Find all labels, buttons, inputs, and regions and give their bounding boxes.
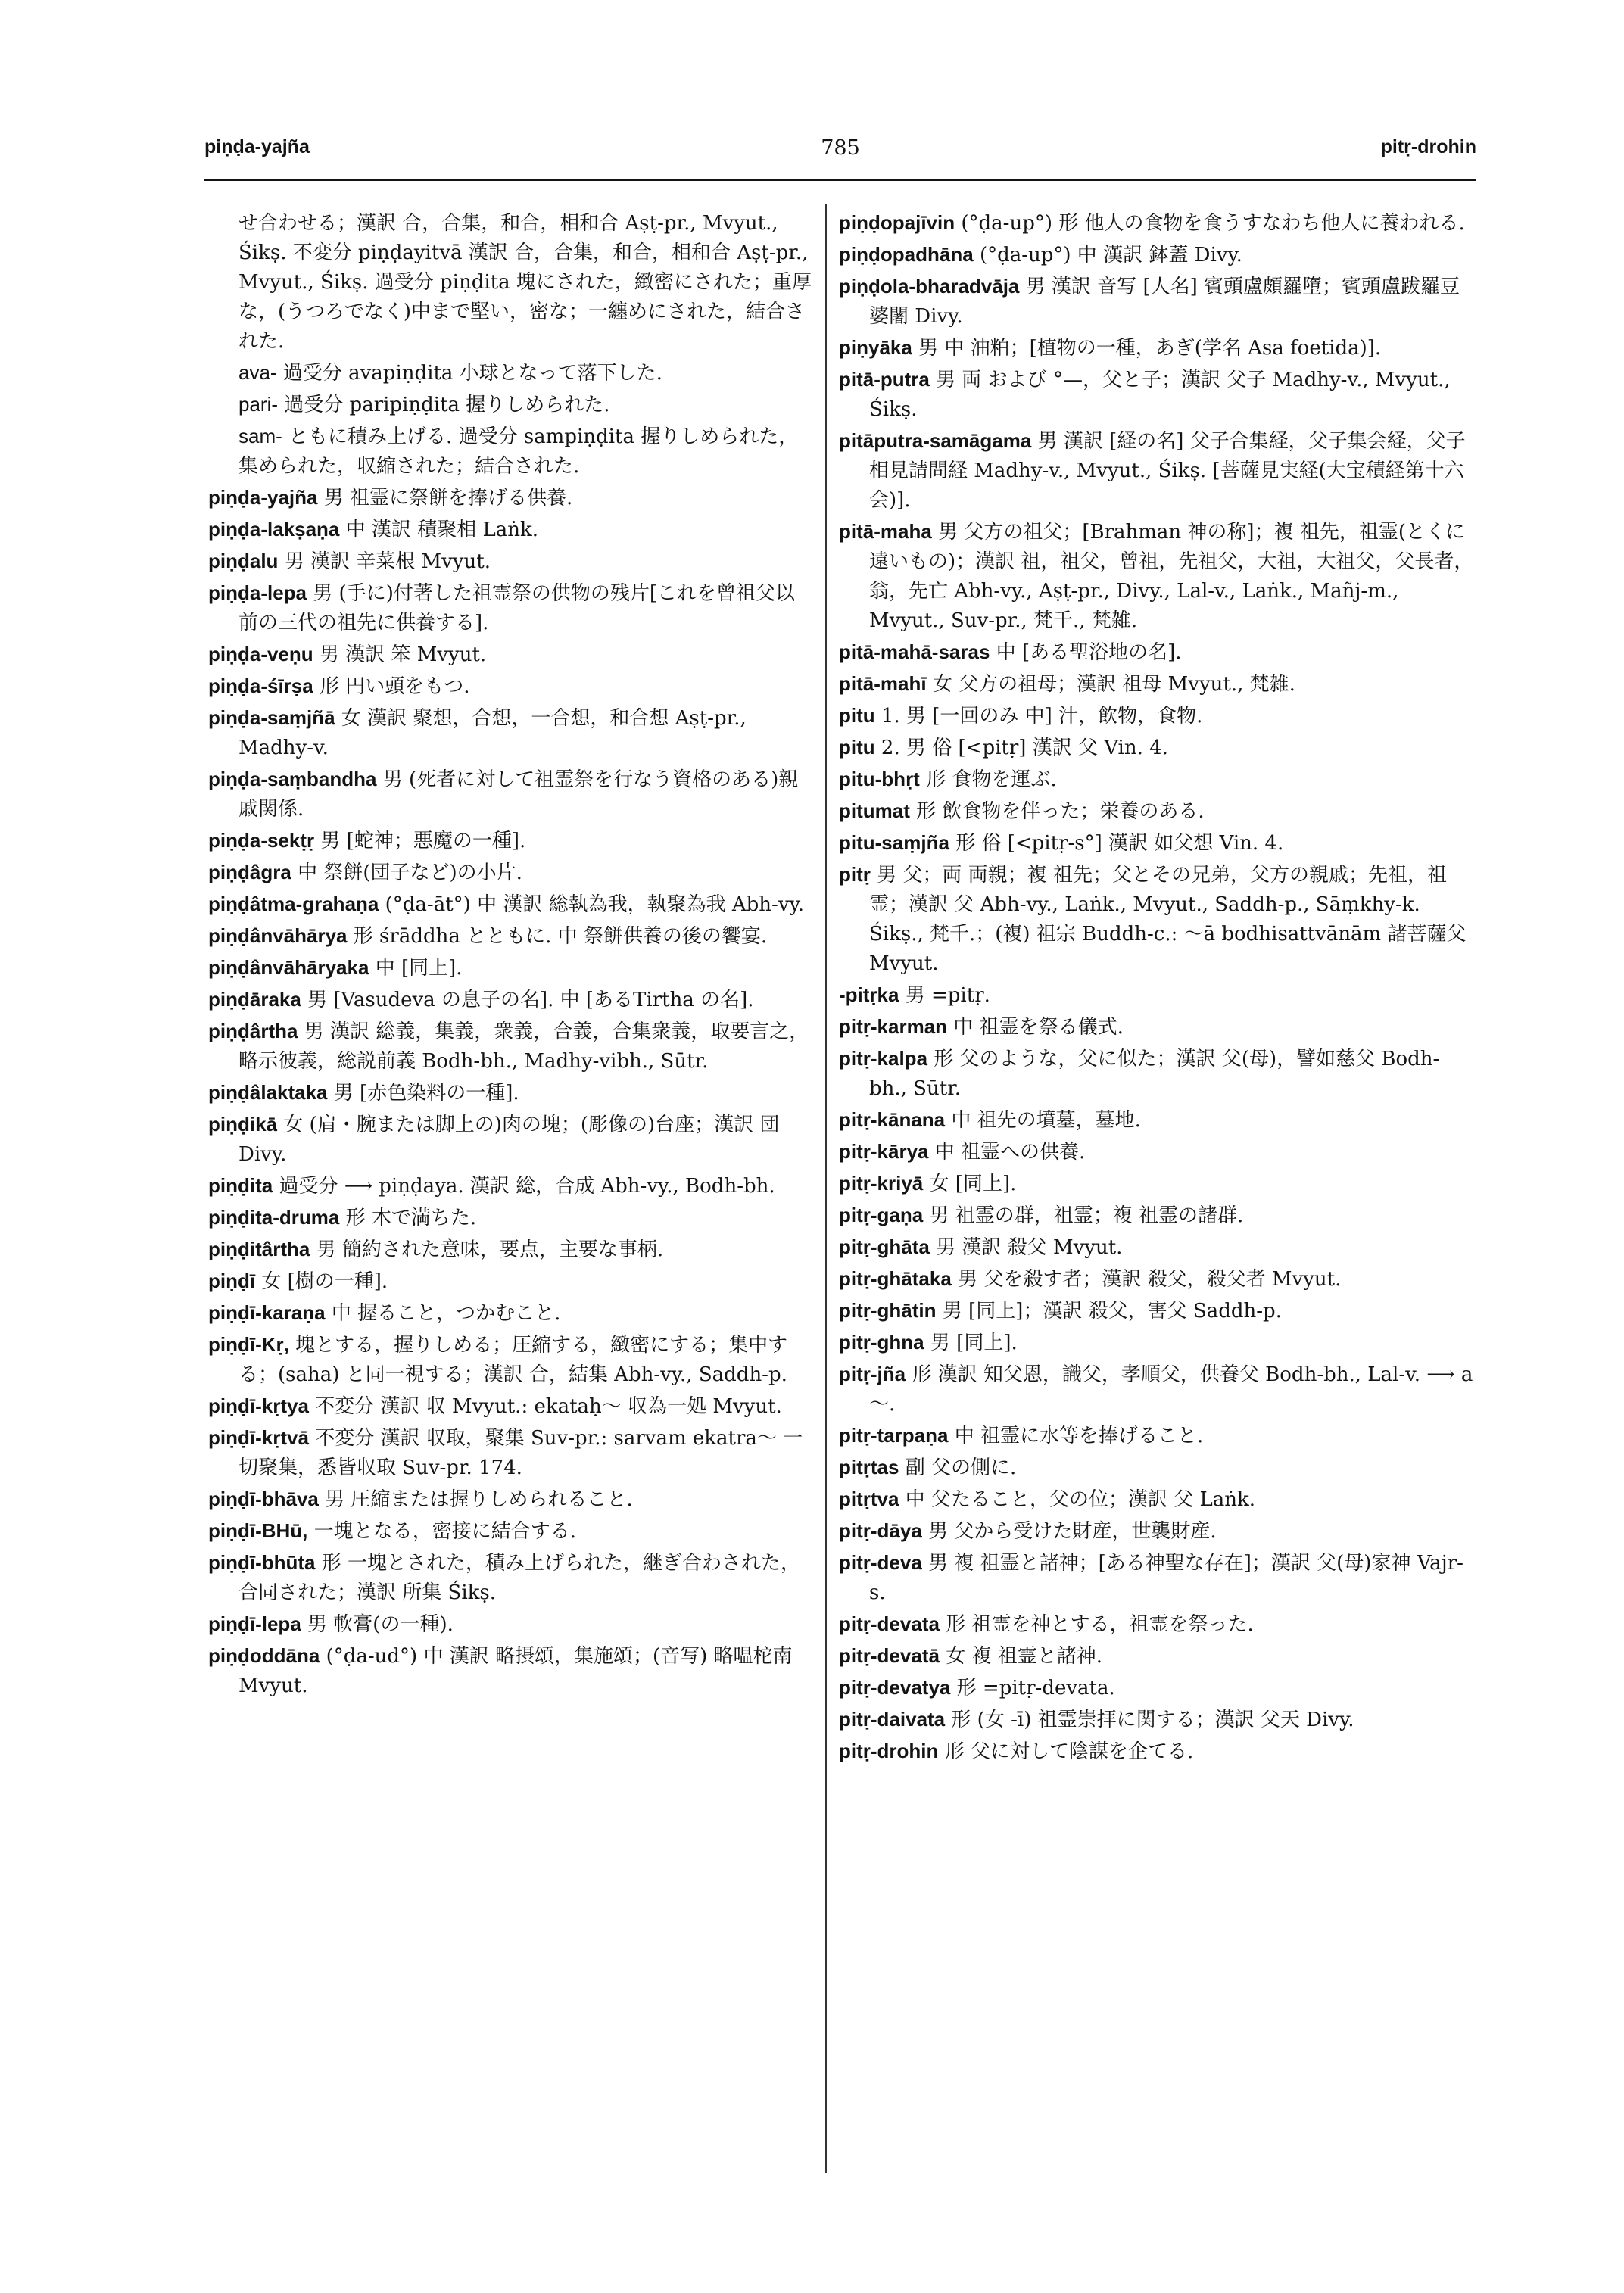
page-number: 785: [821, 136, 860, 160]
entry-definition: 形 漢訳 知父恩，識父，孝順父，供養父 Bodh-bh., Lal-v. ⟶ a～.: [869, 1363, 1473, 1416]
entry-definition: 形 木で満ちた.: [345, 1207, 477, 1229]
entry-definition: 中 祖霊への供養.: [934, 1141, 1086, 1164]
entry-headword: piṇḍī-kṛtya: [208, 1394, 309, 1417]
entry-headword: piṇḍī-bhāva: [208, 1488, 319, 1510]
dictionary-entry: [839, 701, 1475, 731]
entry-headword: pitṛ-ghātin: [839, 1299, 937, 1322]
entry-definition: 男 漢訳 [経の名] 父子合集経，父子集会経，父子相見請問経 Madhy-v., Mvyut., Śikṣ. [菩薩見実経(大宝積経第十六会)].: [869, 430, 1466, 512]
dictionary-entry: [839, 1328, 1475, 1358]
dictionary-entry: [839, 637, 1475, 668]
dictionary-entry: [839, 426, 1475, 516]
entry-headword: pitṛ-ghna: [839, 1331, 924, 1354]
entry-definition: 男 (死者に対して祖霊祭を行なう資格のある)親戚関係.: [238, 768, 799, 821]
dictionary-entry: [839, 1201, 1475, 1231]
entry-headword: pitṛ-daivata: [839, 1708, 946, 1731]
entry-definition: 男 漢訳 辛菜根 Mvyut.: [284, 550, 491, 573]
header-left-guideword: piṇḍa-yajña: [204, 136, 310, 157]
entry-headword: pitṛ-ghātaka: [839, 1267, 952, 1290]
dictionary-entry: [208, 703, 814, 763]
dictionary-entry: [208, 1203, 814, 1233]
entry-headword: pitṛ-kānana: [839, 1108, 946, 1131]
dictionary-entry: [839, 733, 1475, 763]
entry-headword: pitā-mahā-saras: [839, 640, 990, 663]
dictionary-entry: [839, 365, 1475, 425]
entry-headword: piṇḍa-sekṭṛ: [208, 829, 315, 852]
dictionary-entry: [839, 1232, 1475, 1263]
entry-headword: pitṛtas: [839, 1456, 899, 1478]
entry-headword: pitā-mahī: [839, 672, 927, 695]
dictionary-entry: [839, 517, 1475, 636]
header-rule: [204, 179, 1476, 181]
entry-headword: piṇḍāraka: [208, 988, 301, 1011]
entry-headword: piṇḍī-lepa: [208, 1612, 301, 1635]
entry-headword: piṇḍoddāna: [208, 1644, 320, 1667]
entry-definition: 男 [蛇神；悪魔の一種].: [320, 830, 526, 852]
column-divider: [825, 204, 827, 2173]
entry-headword: piṇḍikā: [208, 1113, 278, 1136]
entry-headword: piṇḍī-Kṛ,: [208, 1333, 289, 1356]
entry-definition: 不変分 漢訳 収 Mvyut.: ekataḥ～ 収為一処 Mvyut.: [315, 1395, 782, 1418]
entry-headword: pitumat: [839, 799, 910, 822]
entry-definition: 形 祖霊を神とする，祖霊を祭った.: [946, 1613, 1254, 1636]
entry-definition: 形 俗 [<pitṛ-s°] 漢訳 如父想 Vin. 4.: [955, 832, 1284, 855]
entry-definition: (°ḍa-up°) 形 他人の食物を食うすなわち他人に養われる.: [961, 212, 1465, 235]
dictionary-entry: [208, 1266, 814, 1297]
entry-definition: 中 [同上].: [375, 957, 463, 980]
entry-headword: piṇḍâlaktaka: [208, 1081, 328, 1104]
dictionary-entry: [839, 828, 1475, 858]
entry-headword: pitṛ-gaṇa: [839, 1204, 924, 1226]
dictionary-entry: [839, 208, 1475, 238]
dictionary-entry: [208, 1235, 814, 1265]
entry-headword: piṇḍita-druma: [208, 1206, 340, 1229]
dictionary-entry: [208, 422, 814, 481]
dictionary-entry: [208, 515, 814, 545]
entry-headword: piṇḍitârtha: [208, 1238, 310, 1260]
entry-definition: 男 漢訳 音写 [人名] 賓頭盧頗羅墮；賓頭盧跋羅豆婆闍 Divy.: [869, 276, 1460, 328]
dictionary-entry: [208, 1330, 814, 1390]
entry-definition: 形 父のような，父に似た；漢訳 父(母)，譬如慈父 Bodh-bh., Sūtr.: [869, 1048, 1440, 1100]
dictionary-entry: [839, 1705, 1475, 1735]
entry-headword: pitṛ-kriyā: [839, 1172, 924, 1195]
entry-definition: 形 (女 -ī) 祖霊崇拝に関する；漢訳 父天 Divy.: [951, 1709, 1354, 1731]
entry-headword: sam-: [238, 425, 282, 447]
entry-definition: (°ḍa-up°) 中 漢訳 鉢蓋 Divy.: [979, 244, 1242, 266]
entry-definition: 中 父たること，父の位；漢訳 父 Laṅk.: [905, 1488, 1256, 1511]
entry-headword: pitā-putra: [839, 368, 930, 391]
entry-definition: 中 祭餅(団子など)の小片.: [298, 861, 522, 884]
entry-definition: 女 漢訳 聚想，合想，一合想，和合想 Aṣṭ-pr., Madhy-v.: [238, 707, 747, 759]
entry-headword: pitṛ-kārya: [839, 1140, 929, 1163]
entry-definition: (°ḍa-āt°) 中 漢訳 総執為我，執聚為我 Abh-vy.: [385, 893, 805, 916]
entry-headword: pitṛ-devata: [839, 1612, 940, 1635]
entry-headword: pitṛ-tarpaṇa: [839, 1424, 949, 1447]
entry-headword: piṇḍâgra: [208, 861, 291, 883]
dictionary-entry: [208, 1516, 814, 1547]
entry-definition: 過受分 avapiṇḍita 小球となって落下した.: [282, 362, 662, 385]
dictionary-entry: [839, 1264, 1475, 1294]
dictionary-entry: [208, 1548, 814, 1608]
dictionary-entry: [208, 671, 814, 702]
dictionary-entry: [208, 921, 814, 952]
entry-definition: 男 [Vasudeva の息子の名]. 中 [あるTirtha の名].: [307, 989, 754, 1011]
entry-definition: 男 (手に)付著した祖霊祭の供物の残片[これを曾祖父以前の三代の祖先に供養する].: [238, 582, 795, 634]
entry-definition: 男 漢訳 総義，集義，衆義，合義，合集衆義，取要言之，略示彼義，総説前義 Bodh-bh., Madhy-vibh., Sūtr.: [238, 1020, 809, 1073]
entry-definition: 中 漢訳 積聚相 Laṅk.: [345, 519, 538, 541]
entry-definition: 男 父から受けた財産，世襲財産.: [928, 1520, 1217, 1543]
dictionary-entry: [208, 358, 814, 388]
entry-headword: piṇḍī-karaṇa: [208, 1301, 326, 1324]
entry-headword: pitṛ-ghāta: [839, 1235, 930, 1258]
entry-definition: 中 祖霊に水等を捧げること.: [954, 1425, 1204, 1447]
entry-definition: 形 śrāddha とともに. 中 祭餅供養の後の饗宴.: [353, 925, 768, 948]
entry-headword: piṇḍârtha: [208, 1020, 298, 1042]
entry-headword: piṇḍa-saṃjñā: [208, 706, 335, 729]
entry-headword: piṇḍa-lakṣaṇa: [208, 518, 340, 541]
dictionary-entry: [839, 1737, 1475, 1767]
entry-headword: pitu-saṃjña: [839, 831, 949, 854]
dictionary-entry: [839, 1516, 1475, 1547]
dictionary-entry: [208, 953, 814, 983]
dictionary-entry: [839, 1296, 1475, 1326]
entry-definition: 2. 男 俗 [<pitṛ] 漢訳 父 Vin. 4.: [881, 737, 1168, 759]
entry-headword: pitāputra-samāgama: [839, 429, 1032, 452]
entry-headword: pitṛ-karman: [839, 1015, 948, 1038]
entry-headword: piṇḍa-śīrṣa: [208, 675, 313, 697]
entry-definition: 1. 男 [一回のみ 中] 汁，飲物，食物.: [881, 705, 1203, 727]
entry-definition: 中 祖先の墳墓，墓地.: [951, 1109, 1141, 1132]
entry-headword: pitṛ: [839, 863, 871, 886]
entry-definition: 過受分 ⟶ piṇḍaya. 漢訳 総，合成 Abh-vy., Bodh-bh.: [279, 1175, 775, 1198]
dictionary-entry: [208, 1391, 814, 1422]
entry-headword: piṇḍânvāhāryaka: [208, 956, 369, 979]
entry-headword: pitṛ-drohin: [839, 1740, 939, 1762]
entry-definition: 形 食物を運ぶ.: [926, 768, 1057, 791]
dictionary-entry: [208, 889, 814, 920]
entry-definition: 過受分 paripiṇḍita 握りしめられた.: [284, 394, 610, 416]
entry-headword: pari-: [238, 393, 279, 416]
entry-definition: 男 [同上]；漢訳 殺父，害父 Saddh-p.: [942, 1300, 1282, 1323]
entry-headword: ava-: [238, 361, 277, 384]
entry-headword: pitṛ-devatā: [839, 1644, 940, 1667]
right-column: [839, 208, 1475, 1768]
dictionary-entry: [839, 860, 1475, 979]
left-column: [208, 208, 814, 1703]
dictionary-entry: [208, 985, 814, 1015]
dictionary-entry: [839, 1012, 1475, 1042]
entry-definition: 男 圧縮または握りしめられること.: [325, 1488, 633, 1511]
dictionary-entry: [839, 1548, 1475, 1608]
dictionary-entry: [208, 1110, 814, 1170]
entry-definition: 男 簡約された意味，要点，主要な事柄.: [316, 1238, 664, 1261]
entry-headword: pitṛ-jña: [839, 1363, 906, 1385]
dictionary-entry: [839, 1360, 1475, 1419]
entry-headword: pitṛ-deva: [839, 1551, 922, 1574]
dictionary-entry: [839, 1609, 1475, 1640]
entry-headword: pitu: [839, 704, 875, 727]
entry-definition: 男 漢訳 殺父 Mvyut.: [936, 1236, 1123, 1259]
dictionary-entry: [839, 1453, 1475, 1483]
dictionary-entry: [839, 1421, 1475, 1451]
dictionary-entry: [208, 826, 814, 856]
dictionary-entry: [208, 1641, 814, 1701]
entry-headword: piṇḍâtma-grahaṇa: [208, 893, 379, 915]
entry-definition: 女 [同上].: [929, 1173, 1017, 1195]
dictionary-entry: [839, 1641, 1475, 1671]
entry-definition: 男 父方の祖父；[Brahman 神の称]；複 祖先，祖霊(とくに遠いもの)；漢訳 祖，祖父，曾祖，先祖父，大祖，大祖父，父長者，翁，先亡 Abh-vy., Aṣṭ-pr., Divy., Lal-v., Laṅk., Mañj-m., Mvyut., Suv-pr., 梵千., 梵雑.: [869, 521, 1474, 632]
dictionary-entry: [208, 390, 814, 420]
entry-headword: piṇḍola-bharadvāja: [839, 275, 1020, 298]
dictionary-entry: [208, 547, 814, 577]
entry-definition: 男 祖霊の群，祖霊；複 祖霊の諸群.: [929, 1204, 1244, 1227]
entry-definition: 男 軟膏(の一種).: [307, 1613, 454, 1636]
entry-headword: piṇḍalu: [208, 550, 279, 572]
entry-definition: 男 [赤色染料の一種].: [333, 1082, 519, 1104]
dictionary-entry: [208, 1171, 814, 1201]
entry-definition: 中 [ある聖浴地の名].: [996, 641, 1182, 664]
dictionary-entry: [839, 1137, 1475, 1167]
entry-definition: 一塊となる，密接に結合する.: [313, 1520, 576, 1543]
entry-definition: 中 握ること，つかむこと.: [331, 1302, 561, 1325]
entry-definition: 塊とする，握りしめる；圧縮する，緻密にする；集中する；(saha) と同一視する；漢訳 合，結集 Abh-vy., Saddh-p.: [238, 1334, 788, 1386]
entry-definition: せ合わせる；漢訳 合，合集，和合，相和合 Aṣṭ-pr., Mvyut., Śikṣ. 不変分 piṇḍayitvā 漢訳 合，合集，和合，相和合 Aṣṭ-pr., Mvyut., Śikṣ. 過受分 piṇḍita 塊にされた，緻密にされた；重厚な，(うつろでなく)中まで堅い，密な；一纏めにされた，結合された.: [238, 212, 812, 353]
dictionary-entry: [208, 1423, 814, 1483]
dictionary-entry: [839, 669, 1475, 699]
entry-headword: -pitṛka: [839, 983, 899, 1006]
dictionary-entry: [839, 1169, 1475, 1199]
dictionary-entry: [839, 1044, 1475, 1104]
dictionary-entry: [208, 640, 814, 670]
entry-definition: 男 漢訳 笨 Mvyut.: [319, 643, 487, 666]
entry-headword: pitṛ-devatya: [839, 1676, 951, 1699]
entry-definition: 形 一塊とされた，積み上げられた，継ぎ合わされた，合同された；漢訳 所集 Śikṣ.: [238, 1552, 801, 1604]
entry-headword: piṇḍī-kṛtvā: [208, 1426, 309, 1449]
entry-definition: 男 両 および °—，父と子；漢訳 父子 Madhy-v., Mvyut., Śikṣ.: [869, 369, 1451, 421]
entry-definition: 男 父；両 両親；複 祖先；父とその兄弟，父方の親戚；先祖，祖霊；漢訳 父 Abh-vy., Laṅk., Mvyut., Saddh-p., Sāṃkhy-k. Śikṣ., 梵千.；(複) 祖宗 Buddh-c.: ～ā bodhisattvānām 諸菩薩父 Mvyut.: [869, 864, 1467, 975]
dictionary-entry: [208, 1078, 814, 1108]
dictionary-entry: [208, 1609, 814, 1640]
page-header: [204, 136, 1476, 182]
header-right-guideword: pitṛ-drohin: [1380, 136, 1476, 157]
dictionary-entry: [839, 1673, 1475, 1703]
entry-headword: piṇyāka: [839, 336, 912, 359]
dictionary-entry: [208, 1017, 814, 1076]
entry-definition: 形 円い頭をもつ.: [319, 675, 470, 698]
dictionary-entry: [839, 1105, 1475, 1136]
entry-definition: 男 中 油粕；[植物の一種，あぎ(学名 Asa foetida)].: [918, 337, 1382, 360]
entry-definition: 中 祖霊を祭る儀式.: [953, 1016, 1124, 1039]
entry-definition: 女 複 祖霊と諸神.: [946, 1645, 1102, 1668]
entry-definition: 副 父の側に.: [905, 1456, 1017, 1479]
dictionary-entry: [839, 240, 1475, 270]
entry-definition: 男 祖霊に祭餅を捧げる供養.: [323, 487, 573, 509]
entry-headword: piṇḍa-lepa: [208, 581, 307, 604]
entry-headword: piṇḍânvāhārya: [208, 924, 348, 947]
dictionary-entry: [208, 208, 814, 357]
entry-headword: pitṛ-kalpa: [839, 1047, 928, 1070]
entry-definition: 男 父を殺す者；漢訳 殺父，殺父者 Mvyut.: [958, 1268, 1342, 1291]
entry-definition: 男 =pitṛ.: [905, 984, 990, 1007]
dictionary-entry: [839, 1485, 1475, 1515]
entry-headword: piṇḍī-BHū,: [208, 1519, 308, 1542]
entry-headword: pitu: [839, 736, 875, 759]
entry-definition: 形 父に対して陰謀を企てる.: [944, 1740, 1194, 1763]
dictionary-entry: [208, 483, 814, 513]
entry-headword: piṇḍopadhāna: [839, 243, 974, 266]
entry-definition: 女 [樹の一種].: [261, 1270, 388, 1293]
entry-headword: piṇḍī: [208, 1270, 256, 1292]
dictionary-entry: [839, 980, 1475, 1011]
entry-headword: piṇḍita: [208, 1174, 273, 1197]
entry-headword: piṇḍopajīvin: [839, 211, 955, 234]
dictionary-entry: [208, 578, 814, 638]
entry-headword: pitṛ-dāya: [839, 1519, 922, 1542]
entry-definition: 女 (肩・腕または脚上の)肉の塊；(彫像の)台座；漢訳 団 Divy.: [238, 1114, 780, 1166]
dictionary-entry: [839, 272, 1475, 332]
dictionary-entry: [208, 1485, 814, 1515]
dictionary-entry: [839, 765, 1475, 795]
entry-headword: piṇḍī-bhūta: [208, 1551, 316, 1574]
entry-headword: piṇḍa-veṇu: [208, 643, 313, 665]
entry-definition: 女 父方の祖母；漢訳 祖母 Mvyut., 梵雑.: [932, 673, 1295, 696]
entry-headword: piṇḍa-saṃbandha: [208, 768, 377, 790]
entry-headword: piṇḍa-yajña: [208, 486, 318, 509]
entry-headword: pitṛtva: [839, 1488, 899, 1510]
entry-definition: 形 =pitṛ-devata.: [956, 1677, 1115, 1699]
entry-definition: 不変分 漢訳 収取，聚集 Suv-pr.: sarvam ekatra～ 一切聚集，悉皆収取 Suv-pr. 174.: [238, 1427, 803, 1479]
dictionary-entry: [208, 858, 814, 888]
entry-headword: pitā-maha: [839, 520, 932, 543]
dictionary-entry: [839, 796, 1475, 827]
dictionary-entry: [208, 1298, 814, 1329]
entry-definition: (°ḍa-ud°) 中 漢訳 略摂頌，集施頌；(音写) 略嗢柁南 Mvyut.: [238, 1645, 793, 1697]
entry-headword: pitu-bhṛt: [839, 768, 920, 790]
dictionary-entry: [839, 333, 1475, 363]
entry-definition: 男 [同上].: [930, 1332, 1018, 1354]
dictionary-entry: [208, 765, 814, 824]
entry-definition: 形 飲食物を伴った；栄養のある.: [916, 800, 1205, 823]
entry-definition: ともに積み上げる. 過受分 sampiṇḍita 握りしめられた，集められた，収縮された；結合された.: [238, 425, 799, 478]
entry-definition: 男 複 祖霊と諸神；[ある神聖な存在]；漢訳 父(母)家神 Vajr-s.: [869, 1552, 1463, 1604]
